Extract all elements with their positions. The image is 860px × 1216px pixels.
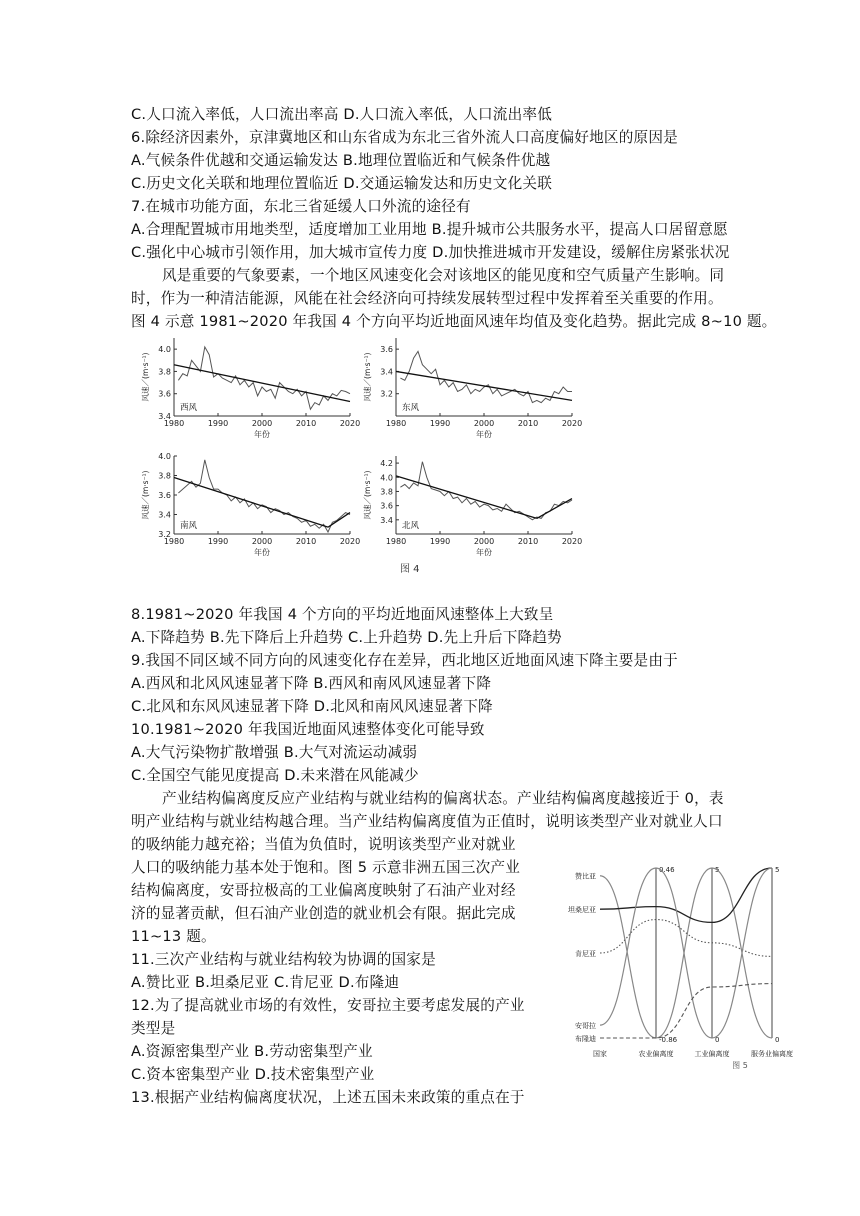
- y-tick-label: 3.8: [158, 471, 171, 481]
- country-label: 安哥拉: [575, 1022, 596, 1031]
- wind-chart-north: [360, 448, 583, 558]
- passage-industry: 济的显著贡献，但石油产业创造的就业机会有限。据此完成: [131, 905, 516, 922]
- x-axis-label: 年份: [254, 548, 270, 557]
- passage-industry: 结构偏离度，安哥拉极高的工业偏离度映射了石油产业对经: [131, 882, 516, 899]
- text-line: A.合理配置城市用地类型，适度增加工业用地 B.提升城市公共服务水平，提高人口居留意愿: [131, 221, 728, 238]
- text-line: A.气候条件优越和交通运输发达 B.地理位置临近和气候条件优越: [131, 152, 551, 169]
- x-tick-label: 1990: [207, 537, 229, 546]
- x-tick-label: 1980: [163, 419, 185, 428]
- x-tick-label: 2020: [561, 419, 583, 428]
- axis-name: 农业偏离度: [638, 1050, 674, 1058]
- series-line: [178, 347, 350, 409]
- text-line: A.下降趋势 B.先下降后上升趋势 C.上升趋势 D.先上升后下降趋势: [131, 629, 562, 646]
- series-line: [178, 460, 350, 532]
- country-label: 布隆迪: [575, 1035, 596, 1043]
- series-name: 西风: [180, 403, 198, 413]
- passage-industry: 11~13 题。: [131, 928, 216, 945]
- country-line: [600, 868, 772, 1038]
- passage-industry: 人口的吸纳能力基本处于饱和。图 5 示意非洲五国三次产业: [131, 859, 521, 876]
- country-line: [600, 984, 772, 1038]
- text-line: C.历史文化关联和地理位置临近 D.交通运输发达和历史文化关联: [131, 175, 552, 192]
- text-line: A.大气污染物扩散增强 B.大气对流运动减弱: [131, 744, 418, 761]
- axis-top-label: 5: [775, 866, 780, 874]
- series-name: 南风: [180, 521, 198, 531]
- passage-wind: 图 4 示意 1981~2020 年我国 4 个方向平均近地面风速年均值及变化趋势。据此完成 8~10 题。: [131, 313, 777, 330]
- x-tick-label: 1990: [429, 537, 451, 546]
- figure-4-caption: 图 4: [400, 564, 420, 575]
- trend-line: [328, 513, 350, 528]
- y-tick-label: 3.2: [158, 530, 171, 539]
- passage-industry: 的吸纳能力越充裕；当值为负值时，说明该类型产业对就业: [131, 836, 516, 853]
- country-label: 赞比亚: [575, 872, 596, 881]
- x-tick-label: 2020: [339, 419, 361, 428]
- series-line: [400, 462, 572, 520]
- y-tick-label: 3.6: [158, 389, 171, 399]
- x-tick-label: 2020: [561, 537, 583, 546]
- axis-top-label: 0.46: [659, 866, 675, 874]
- text-line: 类型是: [131, 1020, 176, 1037]
- axis-bottom-label: -0.86: [659, 1036, 678, 1044]
- x-tick-label: 2000: [251, 419, 273, 428]
- y-axis-label: 风速／(m·s⁻¹): [141, 470, 150, 520]
- x-tick-label: 2010: [295, 537, 317, 546]
- passage-wind: 风是重要的气象要素，一个地区风速变化会对该地区的能见度和空气质量产生影响。同: [162, 267, 725, 284]
- x-tick-label: 2010: [295, 419, 317, 428]
- x-tick-label: 2000: [473, 537, 495, 546]
- y-tick-label: 3.6: [380, 345, 393, 355]
- text-line: A.资源密集型产业 B.劳动密集型产业: [131, 1043, 373, 1060]
- text-line: C.北风和东风风速显著下降 D.北风和南风风速显著下降: [131, 698, 493, 715]
- trend-line: [174, 365, 350, 402]
- x-axis-label: 年份: [254, 430, 270, 439]
- text-line: C.全国空气能见度提高 D.未来潜在风能减少: [131, 767, 419, 784]
- y-tick-label: 3.6: [158, 491, 171, 500]
- trend-line: [174, 477, 328, 527]
- y-tick-label: 4.0: [158, 345, 171, 355]
- y-tick-label: 3.6: [380, 501, 393, 511]
- x-tick-label: 1990: [429, 419, 451, 428]
- axis-name: 服务业偏离度: [751, 1050, 793, 1058]
- passage-wind: 时，作为一种清洁能源，风能在社会经济向可持续发展转型过程中发挥着至关重要的作用。: [131, 290, 723, 307]
- wind-chart-east: [360, 330, 583, 440]
- text-line: A.赞比亚 B.坦桑尼亚 C.肯尼亚 D.布隆迪: [131, 974, 400, 991]
- country-label: 肯尼亚: [575, 950, 596, 958]
- x-tick-label: 1980: [385, 537, 407, 546]
- x-axis-label: 年份: [476, 430, 492, 439]
- question-9: 9.我国不同区域不同方向的风速变化存在差异，西北地区近地面风速下降主要是由于: [131, 652, 678, 669]
- x-axis-label: 年份: [476, 548, 492, 557]
- x-tick-label: 2010: [517, 537, 539, 546]
- passage-industry: 明产业结构与就业结构越合理。当产业结构偏离度值为正值时，说明该类型产业对就业人口: [131, 813, 723, 830]
- wind-chart-west: [138, 330, 361, 440]
- series-name: 东风: [402, 403, 420, 413]
- y-tick-label: 3.4: [380, 515, 393, 525]
- question-12: 12.为了提高就业市场的有效性，安哥拉主要考虑发展的产业: [131, 997, 525, 1014]
- text-line: C.人口流入率低，人口流出率高 D.人口流入率低，人口流出率低: [131, 106, 552, 123]
- x-tick-label: 1990: [207, 419, 229, 428]
- y-axis-label: 风速／(m·s⁻¹): [363, 352, 372, 402]
- figure-5-caption: 图 5: [732, 1061, 748, 1070]
- series-name: 北风: [402, 521, 420, 531]
- axis-top-label: 5: [715, 866, 720, 874]
- y-tick-label: 3.8: [158, 367, 171, 377]
- passage-industry: 产业结构偏离度反应产业结构与就业结构的偏离状态。产业结构偏离度越接近于 0，表: [162, 790, 724, 807]
- x-tick-label: 1980: [385, 419, 407, 428]
- question-10: 10.1981~2020 年我国近地面风速整体变化可能导致: [131, 721, 485, 738]
- question-6: 6.除经济因素外，京津冀地区和山东省成为东北三省外流人口高度偏好地区的原因是: [131, 129, 678, 146]
- y-tick-label: 4.0: [158, 452, 171, 461]
- x-tick-label: 2000: [251, 537, 273, 546]
- industry-deviation-chart: [560, 856, 810, 1070]
- y-tick-label: 4.2: [380, 459, 393, 469]
- axis-bottom-label: 0: [775, 1036, 780, 1044]
- y-tick-label: 3.4: [158, 412, 171, 421]
- x-tick-label: 2020: [339, 537, 361, 546]
- wind-chart-south: [138, 448, 361, 558]
- trend-line: [396, 371, 572, 400]
- question-8: 8.1981~2020 年我国 4 个方向的平均近地面风速整体上大致呈: [131, 606, 554, 623]
- y-tick-label: 3.4: [380, 367, 393, 377]
- y-axis-label: 风速／(m·s⁻¹): [363, 470, 372, 520]
- text-line: C.强化中心城市引领作用，加大城市宣传力度 D.加快推进城市开发建设，缓解住房紧张状况: [131, 244, 730, 261]
- question-13: 13.根据产业结构偏离度状况，上述五国未来政策的重点在于: [131, 1089, 525, 1106]
- axis-bottom-label: 0: [715, 1036, 720, 1044]
- y-tick-label: 4.0: [380, 473, 393, 483]
- question-7: 7.在城市功能方面，东北三省延缓人口外流的途径有: [131, 198, 471, 215]
- question-11: 11.三次产业结构与就业结构较为协调的国家是: [131, 951, 436, 968]
- country-label: 坦桑尼亚: [568, 906, 596, 915]
- trend-line: [396, 476, 537, 519]
- text-line: A.西风和北风风速显著下降 B.西风和南风风速显著下降: [131, 675, 492, 692]
- y-tick-label: 3.4: [158, 510, 171, 520]
- axis-name: 国家: [593, 1050, 607, 1058]
- trend-line: [537, 499, 572, 519]
- x-tick-label: 1980: [163, 537, 185, 546]
- country-line: [600, 868, 772, 1038]
- y-tick-label: 3.2: [380, 389, 393, 399]
- y-tick-label: 3.8: [380, 487, 393, 497]
- x-tick-label: 2010: [517, 419, 539, 428]
- x-tick-label: 2000: [473, 419, 495, 428]
- y-axis-label: 风速／(m·s⁻¹): [141, 352, 150, 402]
- axis-name: 工业偏离度: [694, 1050, 730, 1058]
- text-line: C.资本密集型产业 D.技术密集型产业: [131, 1066, 375, 1083]
- country-line: [600, 868, 772, 922]
